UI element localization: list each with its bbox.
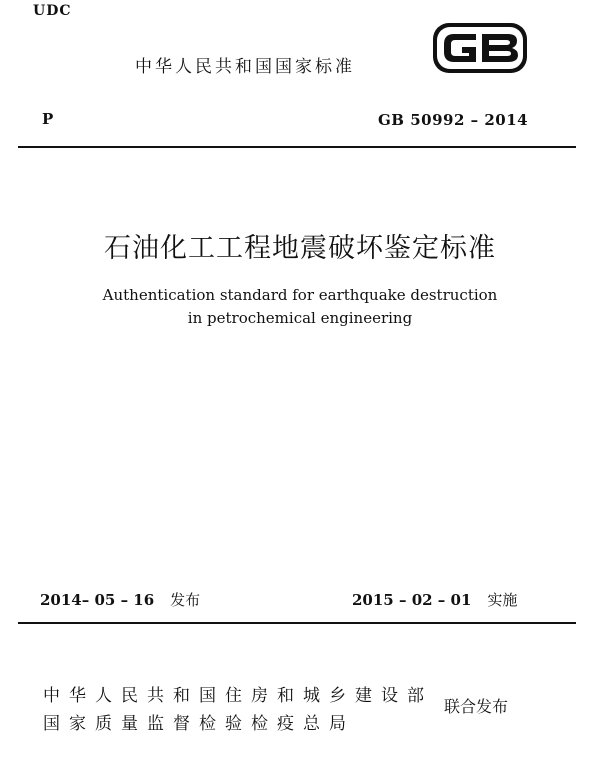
top-divider — [18, 146, 576, 148]
issue-label: 发布 — [170, 591, 201, 609]
publisher-line1: 中华人民共和国住房和城乡建设部 — [43, 686, 433, 706]
title-english-line1: Authentication standard for earthquake destruction — [102, 286, 498, 304]
classification-code: P — [42, 110, 54, 128]
issue-date: 2014– 05 – 16 — [40, 591, 155, 609]
udc-label: UDC — [33, 3, 72, 19]
issue-date-block — [40, 589, 200, 610]
publisher-line2: 国家质量监督检验检疫总局 — [43, 714, 355, 734]
implement-date: 2015 – 02 – 01 — [352, 591, 472, 609]
gb-logo — [432, 22, 528, 74]
joint-release-label: 联合发布 — [444, 697, 509, 716]
standard-number: GB 50992 – 2014 — [378, 111, 529, 129]
implement-label: 实施 — [487, 591, 518, 609]
title-english-line2: in petrochemical engineering — [187, 309, 413, 327]
title-chinese: 石油化工工程地震破坏鉴定标准 — [104, 233, 496, 264]
implement-date-block — [352, 589, 517, 610]
national-standard-label: 中华人民共和国国家标准 — [135, 57, 355, 77]
bottom-divider — [18, 622, 576, 624]
